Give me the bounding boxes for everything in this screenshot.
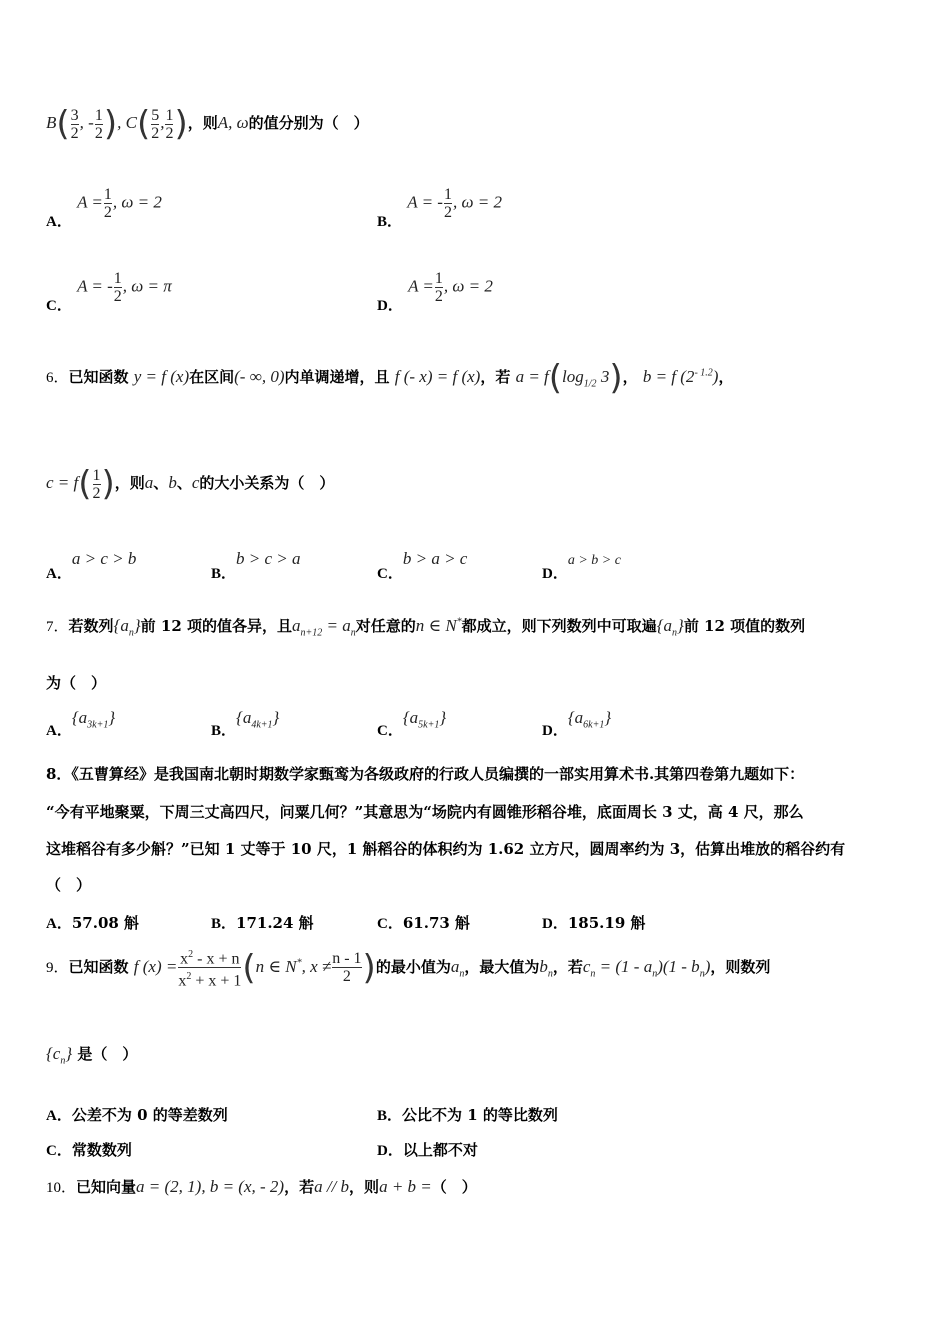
q8-line2: “今有平地聚粟，下周三丈高四尺，问粟几何？”其意思为“场院内有圆锥形稻谷堆，底面周长 3 丈，高 4 尺，那么 (46, 803, 804, 821)
q6-option-d[interactable]: D．a > b > c (542, 553, 621, 582)
q9-option-b[interactable]: B．公比不为 1 的等比数列 (377, 1106, 558, 1124)
q8-option-d[interactable]: D．185.19 斛 (542, 914, 646, 932)
q7-option-d[interactable]: D．$\{a_{6k+1}\}$ (542, 708, 612, 739)
q9-stem-line2: $\{c_n\}$ 是（ ） (46, 1044, 138, 1067)
q7-option-a[interactable]: A．$\{a_{3k+1}\}$ (46, 708, 116, 739)
q5-text-ask: 的值分别为（ ） (248, 114, 369, 132)
q9-option-a[interactable]: A．公差不为 0 的等差数列 (46, 1106, 228, 1124)
q9-option-c[interactable]: C．常数数列 (46, 1141, 132, 1159)
q9-option-d[interactable]: D．以上都不对 (377, 1141, 478, 1159)
q7-stem-line1: 7．若数列$\{a_n\}$前 12 项的值各异，且$a_{n+12} = a_n$对任意的n ∈ N*都成立，则下列数列中可取遍$\{a_n\}$前 12 项值的数列 (46, 616, 806, 639)
q5-option-b[interactable]: B． A = - $\frac{1}{2}$ , ω = 2 (377, 186, 502, 230)
q8-option-b[interactable]: B．171.24 斛 (211, 914, 314, 932)
q5-stem: B( $\frac{3}{2}$ , - $\frac{1}{2}$ ), C( $\frac{5}{2}$ , $\frac{1}{2}$ )，则A, ω的值分别为（ ） (46, 104, 369, 144)
q7-option-c[interactable]: C．$\{a_{5k+1}\}$ (377, 708, 447, 739)
q6-stem-line1: 6．已知函数 y = f (x)在区间(- ∞, 0)内单调递增，且 f (- x) = f (x)，若 $a = f(\log_{1/2}$ 3)， b = f $(2^{- 1.2})$， (46, 358, 734, 398)
q7-option-b[interactable]: B．$\{a_{4k+1}\}$ (211, 708, 280, 739)
q6-option-a[interactable]: A．a > c > b (46, 549, 137, 582)
q8-option-a[interactable]: A．57.08 斛 (46, 914, 140, 932)
q5-option-d[interactable]: D． A = $\frac{1}{2}$ , ω = 2 (377, 270, 493, 314)
q8-line4: （ ） (46, 876, 92, 894)
q8-line1: 8．《五曹算经》是我国南北朝时期数学家甄鸾为各级政府的行政人员编撰的一部实用算术书.其第四卷第九题如下： (46, 765, 805, 783)
q7-stem-line2: 为（ ） (46, 674, 107, 692)
q8-option-c[interactable]: C．61.73 斛 (377, 914, 471, 932)
q8-line3: 这堆稻谷有多少斛？”已知 1 丈等于 10 尺，1 斛稻谷的体积约为 1.62 立方尺，圆周率约为 3，估算出堆放的稻谷约有 (46, 840, 846, 858)
q5-text-then: ，则 (187, 114, 218, 132)
q5-option-c[interactable]: C． A = - $\frac{1}{2}$ , ω = π (46, 270, 172, 314)
q10-stem: 10．已知向量a = (2, 1), b = (x, - 2)，若a // b，则a + b =（ ） (46, 1177, 477, 1196)
q6-stem-line2: c = f( $\frac{1}{2}$ )，则a、b、c的大小关系为（ ） (46, 464, 335, 504)
q6-option-b[interactable]: B．b > c > a (211, 549, 301, 582)
q9-stem-line1: 9．已知函数 f (x) = $\frac{x^2 - x + n}{x^2 + x + 1}$ (n ∈ N*, x ≠ $\frac{n - 1}{2}$ )的最小值为$a_n$，最大值为$b_n$，若$c_n = (1 - a_n)(1 - b_n)$，则数列 (46, 947, 771, 990)
q6-option-c[interactable]: C．b > a > c (377, 549, 468, 582)
q5-option-a[interactable]: A． A = $\frac{1}{2}$ , ω = 2 (46, 186, 162, 230)
